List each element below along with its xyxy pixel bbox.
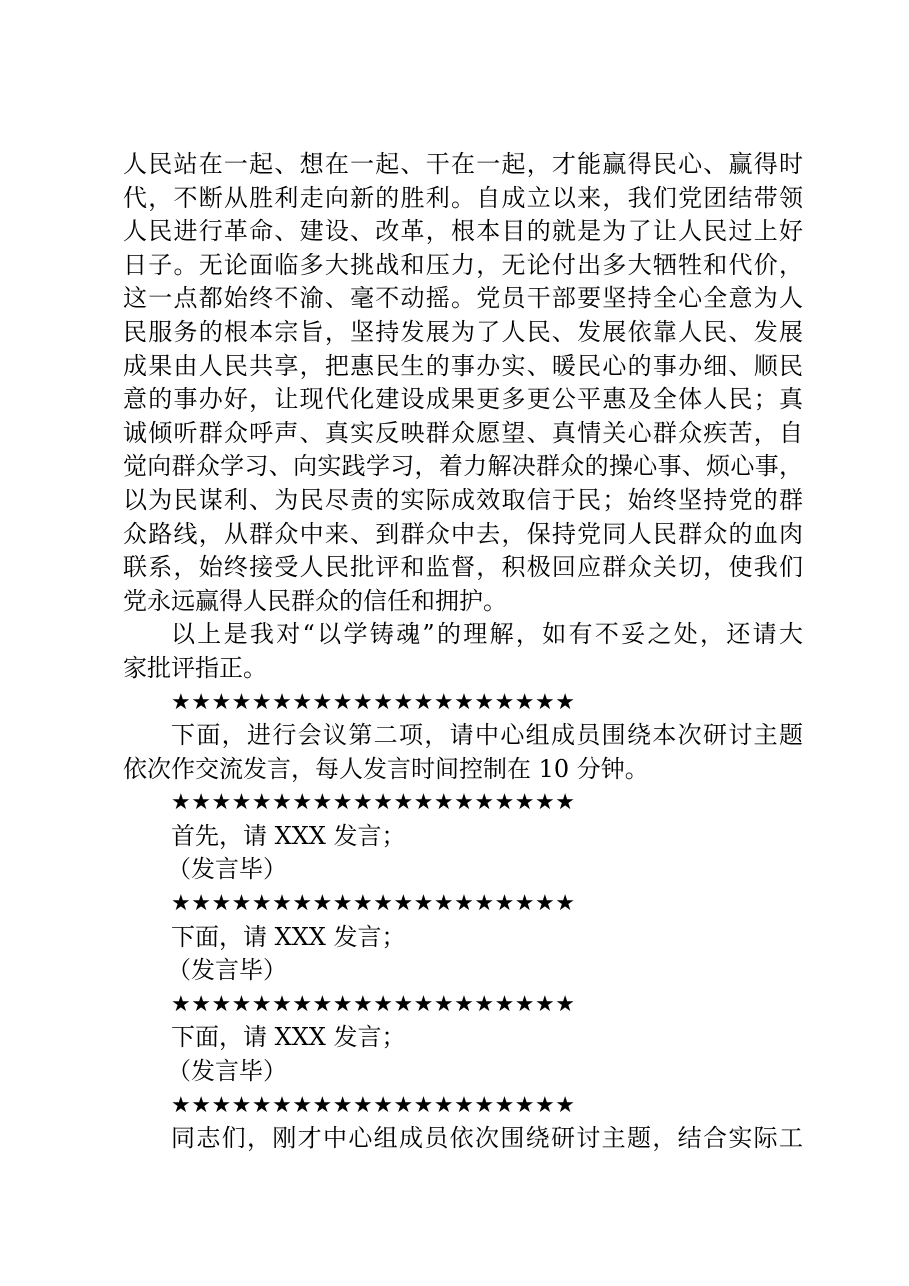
speaker-done: （发言毕）	[167, 855, 287, 884]
text-line: 成果由人民共享，把惠民生的事办实、暖民心的事办细、顺民	[123, 351, 803, 380]
text-line: 众路线，从群众中来、到群众中去，保持党同人民群众的血肉	[123, 519, 803, 548]
speaker-done: （发言毕）	[167, 956, 287, 985]
text-line: 诚倾听群众呼声、真实反映群众愿望、真情关心群众疾苦，自	[123, 418, 803, 447]
text-line: 日子。无论面临多大挑战和压力，无论付出多大牺牲和代价，	[123, 250, 803, 279]
paragraph-agenda-item-two	[123, 719, 803, 786]
text-line: 民服务的根本宗旨，坚持发展为了人民、发展依靠人民、发展	[123, 317, 803, 346]
speaker-done: （发言毕）	[167, 1057, 287, 1086]
text-line: 代，不断从胜利走向新的胜利。自成立以来，我们党团结带领	[123, 183, 803, 212]
text-line: 联系，始终接受人民批评和监督，积极回应群众关切，使我们	[123, 553, 803, 582]
paragraph-service-people	[123, 148, 803, 618]
speaker-call: 下面，请 XXX 发言；	[171, 1023, 406, 1052]
star-separator: ★★★★★★★★★★★★★★★★★★★★	[171, 1092, 576, 1118]
text-line: 以为民谋利、为民尽责的实际成效取信于民；始终坚持党的群	[123, 485, 803, 514]
text-line: 以上是我对“以学铸魂”的理解，如有不妥之处，还请大	[171, 620, 803, 649]
paragraph-conclusion	[123, 618, 803, 685]
star-separator: ★★★★★★★★★★★★★★★★★★★★	[171, 991, 576, 1017]
speaker-call: 首先，请 XXX 发言；	[171, 821, 406, 850]
text-line: 觉向群众学习、向实践学习，着力解决群众的操心事、烦心事，	[123, 452, 803, 481]
text-line: 人民进行革命、建设、改革，根本目的就是为了让人民过上好	[123, 217, 803, 246]
star-separator: ★★★★★★★★★★★★★★★★★★★★	[171, 790, 576, 816]
text-line: 下面，进行会议第二项，请中心组成员围绕本次研讨主题	[171, 721, 803, 750]
star-separator: ★★★★★★★★★★★★★★★★★★★★	[171, 891, 576, 917]
document-body	[123, 148, 803, 1156]
star-separator: ★★★★★★★★★★★★★★★★★★★★	[171, 689, 576, 715]
text-line: 家批评指正。	[123, 653, 267, 682]
text-line: 党永远赢得人民群众的信任和拥护。	[123, 586, 507, 615]
text-line: 人民站在一起、想在一起、干在一起，才能赢得民心、赢得时	[123, 150, 803, 178]
speaker-call: 下面，请 XXX 发言；	[171, 922, 406, 951]
text-line: 意的事办好，让现代化建设成果更多更公平惠及全体人民；真	[123, 385, 803, 414]
text-line: 这一点都始终不渝、毫不动摇。党员干部要坚持全心全意为人	[123, 284, 803, 313]
closing-line: 同志们，刚才中心组成员依次围绕研讨主题，结合实际工	[171, 1124, 803, 1153]
text-line: 依次作交流发言，每人发言时间控制在 10 分钟。	[123, 754, 649, 783]
